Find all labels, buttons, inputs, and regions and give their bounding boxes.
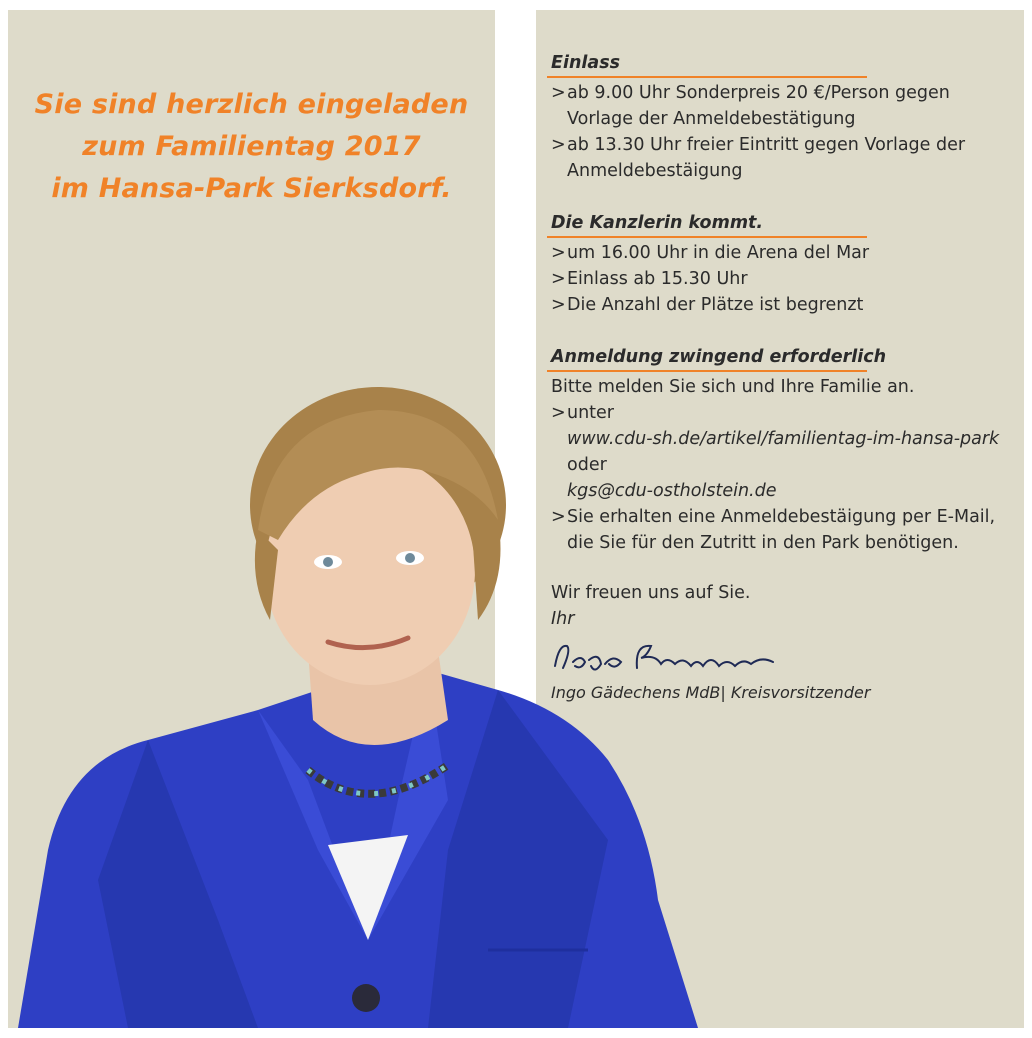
anmeldung-intro: Bitte melden Sie sich und Ihre Familie an. bbox=[551, 377, 915, 397]
list-item-text: Sie erhalten eine Anmeldebestäigung per E-Mail, bbox=[567, 507, 996, 527]
list-item bbox=[551, 80, 1021, 132]
list-item bbox=[551, 400, 1021, 504]
headline-line: Sie sind herzlich eingeladen bbox=[34, 89, 469, 120]
headline-line: im Hansa-Park Sierksdorf. bbox=[51, 173, 452, 204]
list-item-text: Anmeldebestäigung bbox=[567, 161, 743, 181]
list-item-text: oder bbox=[567, 455, 607, 475]
list-item-text: Die Anzahl der Plätze ist begrenzt bbox=[567, 295, 864, 315]
section-heading-kanzlerin: Die Kanzlerin kommt. bbox=[551, 213, 764, 233]
list-item bbox=[551, 504, 1021, 556]
chevron-right-icon: > bbox=[551, 507, 566, 527]
signer-name: Ingo Gädechens MdB| Kreisvorsitzender bbox=[551, 683, 871, 702]
list-item bbox=[551, 132, 1021, 184]
section-heading-anmeldung: Anmeldung zwingend erforderlich bbox=[551, 347, 887, 367]
list-item-text: die Sie für den Zutritt in den Park benötigen. bbox=[567, 533, 959, 553]
list-item bbox=[551, 266, 1021, 292]
list-item bbox=[551, 240, 1021, 266]
handwritten-signature bbox=[551, 632, 1021, 680]
registration-email[interactable]: kgs@cdu-ostholstein.de bbox=[567, 481, 777, 501]
section-heading-einlass: Einlass bbox=[551, 53, 621, 73]
list-item bbox=[551, 292, 1021, 318]
heading-underline bbox=[547, 76, 867, 78]
chevron-right-icon: > bbox=[551, 83, 566, 103]
chevron-right-icon: > bbox=[551, 269, 566, 289]
chevron-right-icon: > bbox=[551, 135, 566, 155]
heading-underline bbox=[547, 236, 867, 238]
chevron-right-icon: > bbox=[551, 295, 566, 315]
list-item-text: ab 9.00 Uhr Sonderpreis 20 €/Person gegen bbox=[567, 83, 950, 103]
list-item-text: Einlass ab 15.30 Uhr bbox=[567, 269, 748, 289]
chevron-right-icon: > bbox=[551, 243, 566, 263]
list-item-text: unter bbox=[567, 403, 615, 423]
registration-url[interactable]: www.cdu-sh.de/artikel/familientag-im-hansa-park bbox=[567, 429, 1000, 449]
headline-line: zum Familientag 2017 bbox=[82, 131, 421, 162]
closing-greeting: Wir freuen uns auf Sie. bbox=[551, 583, 751, 603]
heading-underline bbox=[547, 370, 867, 372]
list-item-text: Vorlage der Anmeldebestätigung bbox=[567, 109, 856, 129]
closing-ihr: Ihr bbox=[551, 609, 575, 629]
list-item-text: um 16.00 Uhr in die Arena del Mar bbox=[567, 243, 870, 263]
event-details bbox=[551, 50, 1021, 706]
invitation-headline bbox=[8, 84, 495, 210]
chevron-right-icon: > bbox=[551, 403, 566, 423]
list-item-text: ab 13.30 Uhr freier Eintritt gegen Vorlage der bbox=[567, 135, 966, 155]
